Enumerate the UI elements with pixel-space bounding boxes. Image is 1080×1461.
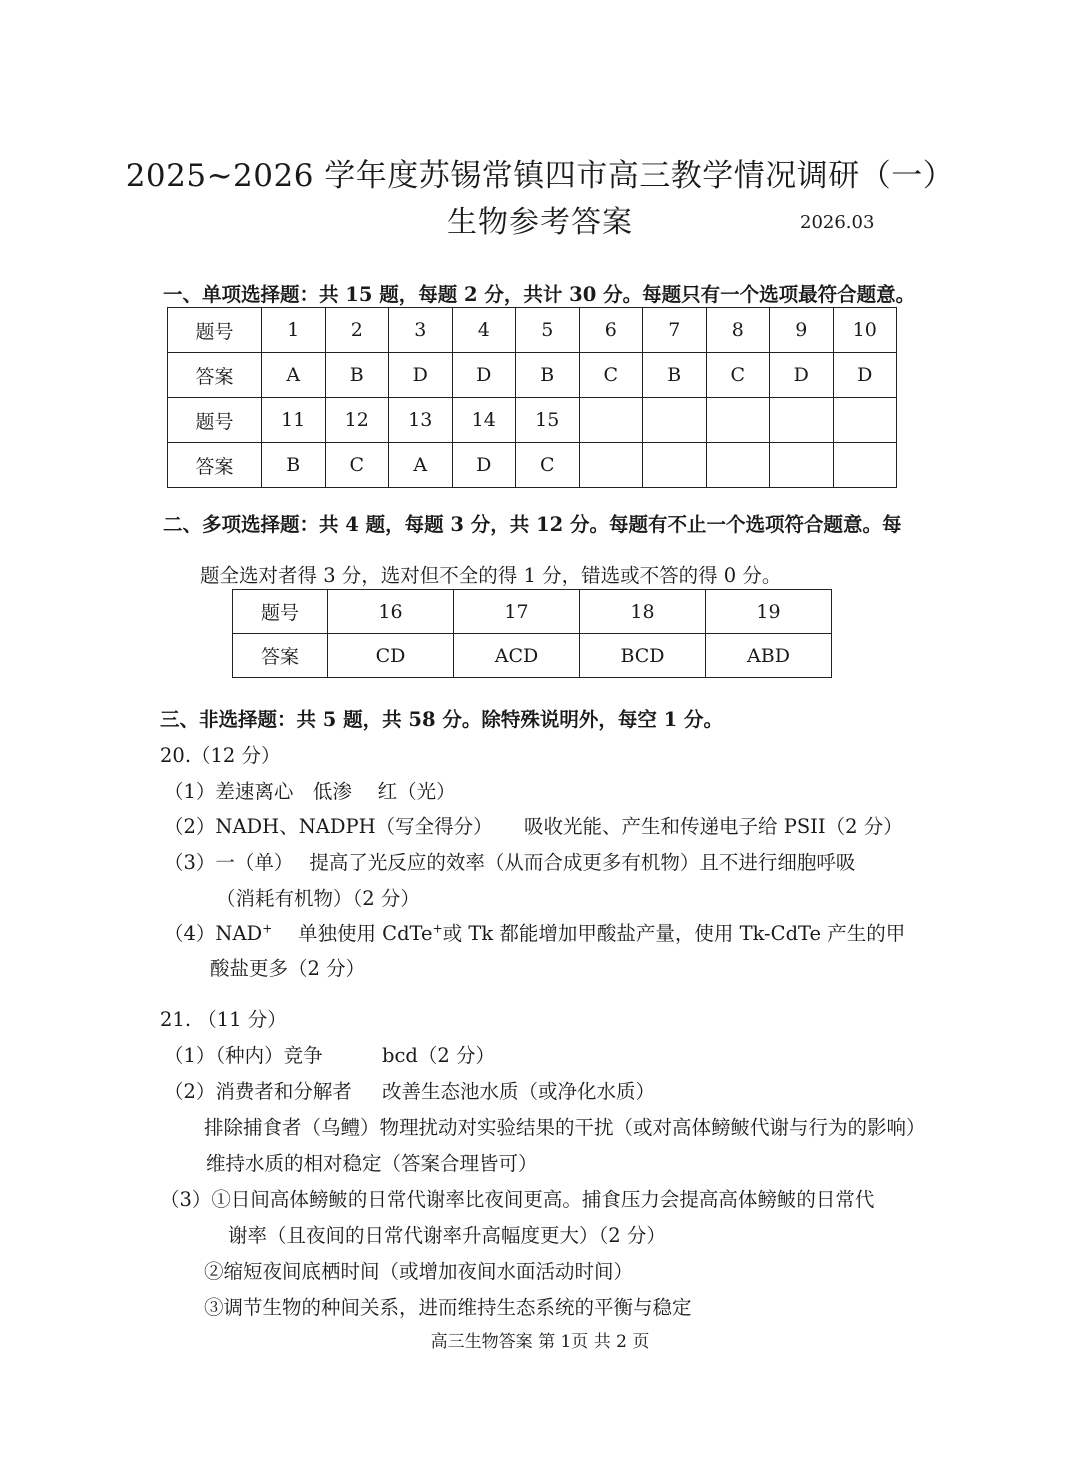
table-row [233, 590, 832, 634]
empty-cell [770, 398, 834, 443]
q20-part4-b: 酸盐更多（2 分） [210, 957, 366, 980]
answer-cell: BCD [580, 634, 706, 678]
multi-choice-answer-table [232, 589, 832, 678]
question-number: 3 [389, 308, 453, 353]
table-row [233, 634, 832, 678]
table-row [168, 398, 897, 443]
q20-part3-b: （消耗有机物）（2 分） [216, 887, 420, 910]
question-number: 18 [580, 590, 706, 634]
page-footer: 高三生物答案 第 1页 共 2 页 [430, 1332, 650, 1352]
section2-heading-line1: 二、多项选择题：共 4 题，每题 3 分，共 12 分。每题有不止一个选项符合题意。每 [163, 513, 902, 536]
question-number: 1 [262, 308, 326, 353]
question-number: 15 [516, 398, 580, 443]
q20-part1: （1）差速离心 低渗 红（光） [164, 780, 456, 803]
answer-cell: B [262, 443, 326, 488]
answer-cell: C [516, 443, 580, 488]
question-number: 2 [325, 308, 389, 353]
empty-cell [706, 398, 770, 443]
answer-cell: CD [328, 634, 454, 678]
question-number: 12 [325, 398, 389, 443]
q20-part4-text: 单独使用 CdTe [272, 922, 433, 945]
question-number: 7 [643, 308, 707, 353]
q21-part3-d: ③调节生物的种间关系，进而维持生态系统的平衡与稳定 [204, 1296, 692, 1319]
answer-cell: ABD [706, 634, 832, 678]
empty-cell [833, 398, 897, 443]
q20-part2-b: 吸收光能、产生和传递电子给 PSII（2 分） [524, 815, 903, 838]
empty-cell [833, 443, 897, 488]
table-row [168, 353, 897, 398]
q20-part4-text: （4）NAD [164, 922, 263, 945]
table-row [168, 308, 897, 353]
q21-part2-c: 排除捕食者（乌鳢）物理扰动对实验结果的干扰（或对高体鳑鲏代谢与行为的影响） [204, 1116, 926, 1139]
empty-cell [579, 398, 643, 443]
answer-cell: D [452, 353, 516, 398]
q21-title: 21. （11 分） [160, 1008, 287, 1031]
q20-part2-a: （2）NADH、NADPH（写全得分） [164, 815, 493, 838]
row-label: 题号 [233, 590, 328, 634]
document-title: 2025~2026 学年度苏锡常镇四市高三教学情况调研（一） [125, 158, 955, 194]
question-number: 10 [833, 308, 897, 353]
answer-cell: C [325, 443, 389, 488]
question-number: 11 [262, 398, 326, 443]
superscript-plus: + [262, 921, 273, 936]
q20-part4-a [164, 918, 905, 946]
document-subtitle: 生物参考答案 [447, 205, 633, 240]
document-date: 2026.03 [800, 212, 875, 233]
answer-cell: A [389, 443, 453, 488]
question-number: 16 [328, 590, 454, 634]
question-number: 5 [516, 308, 580, 353]
answer-cell: D [452, 443, 516, 488]
q20-part4-text: 或 Tk 都能增加甲酸盐产量，使用 Tk-CdTe 产生的甲 [442, 922, 906, 945]
question-number: 4 [452, 308, 516, 353]
q20-part3-a: （3）一（单） 提高了光反应的效率（从而合成更多有机物）且不进行细胞呼吸 [164, 851, 856, 874]
question-number: 13 [389, 398, 453, 443]
row-label: 题号 [168, 398, 262, 443]
q21-part2-d: 维持水质的相对稳定（答案合理皆可） [206, 1152, 538, 1175]
row-label: 题号 [168, 308, 262, 353]
empty-cell [579, 443, 643, 488]
answer-cell: C [706, 353, 770, 398]
q21-part2-a: （2）消费者和分解者 [164, 1080, 352, 1103]
superscript-plus: + [432, 921, 443, 936]
row-label: 答案 [233, 634, 328, 678]
empty-cell [706, 443, 770, 488]
answer-cell: D [833, 353, 897, 398]
question-number: 8 [706, 308, 770, 353]
row-label: 答案 [168, 353, 262, 398]
answer-cell: B [643, 353, 707, 398]
answer-cell: D [389, 353, 453, 398]
question-number: 14 [452, 398, 516, 443]
table-row [168, 443, 897, 488]
question-number: 9 [770, 308, 834, 353]
empty-cell [643, 443, 707, 488]
answer-cell: D [770, 353, 834, 398]
section3-heading: 三、非选择题：共 5 题，共 58 分。除特殊说明外，每空 1 分。 [160, 708, 724, 731]
q21-part2-b: 改善生态池水质（或净化水质） [382, 1080, 656, 1103]
question-number: 19 [706, 590, 832, 634]
empty-cell [770, 443, 834, 488]
q20-title: 20.（12 分） [160, 744, 281, 767]
answer-cell: B [325, 353, 389, 398]
q21-part3-b: 谢率（且夜间的日常代谢率升高幅度更大）（2 分） [228, 1224, 666, 1247]
q21-part1-b: bcd（2 分） [382, 1044, 495, 1067]
question-number: 6 [579, 308, 643, 353]
q21-part1-a: （1）（种内）竞争 [164, 1044, 323, 1067]
answer-cell: C [579, 353, 643, 398]
section2-heading-line2: 题全选对者得 3 分，选对但不全的得 1 分，错选或不答的得 0 分。 [200, 564, 782, 587]
row-label: 答案 [168, 443, 262, 488]
answer-cell: A [262, 353, 326, 398]
single-choice-answer-table [167, 307, 897, 488]
answer-cell: B [516, 353, 580, 398]
section1-heading: 一、单项选择题：共 15 题，每题 2 分，共计 30 分。每题只有一个选项最符合题意。 [163, 283, 916, 306]
question-number: 17 [454, 590, 580, 634]
q21-part3-a: （3）①日间高体鳑鲏的日常代谢率比夜间更高。捕食压力会提高高体鳑鲏的日常代 [160, 1188, 875, 1211]
answer-cell: ACD [454, 634, 580, 678]
empty-cell [643, 398, 707, 443]
q21-part3-c: ②缩短夜间底栖时间（或增加夜间水面活动时间） [204, 1260, 634, 1283]
